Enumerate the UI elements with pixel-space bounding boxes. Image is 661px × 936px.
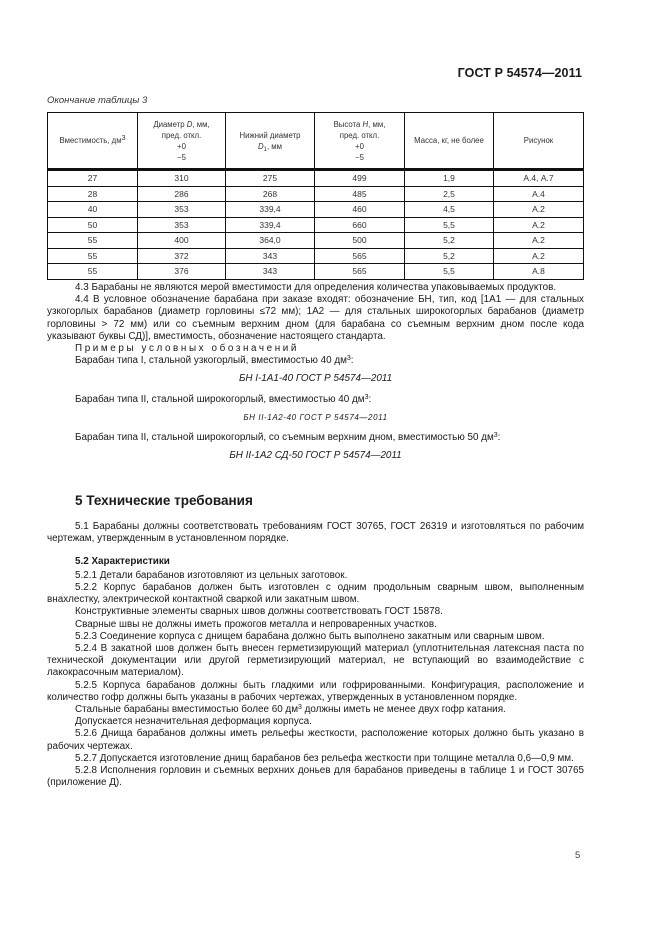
paragraph-5-2-2-c: Сварные швы не должны иметь прожогов металла и непроваренных участков. — [75, 618, 437, 630]
header-line: −5 — [355, 152, 364, 162]
table-cell: 565 — [315, 264, 405, 280]
header-line: +0 — [355, 141, 364, 151]
table-cell: 40 — [48, 202, 138, 218]
table-cell: 485 — [315, 186, 405, 202]
section-5-text — [47, 495, 584, 789]
table-cell: 28 — [48, 186, 138, 202]
table-cell: А.2 — [494, 248, 584, 264]
table-cell: 2,5 — [405, 186, 494, 202]
table-row — [48, 233, 584, 249]
table-cell: 5,2 — [405, 248, 494, 264]
example-1-description — [47, 355, 584, 367]
header-line: Диаметр D, мм, — [153, 119, 210, 129]
example-text: Барабан типа II, стальной широкогорлый, вместимостью 40 дм — [75, 393, 365, 405]
paragraph-5-1: 5.1 Барабаны должны соответствовать требованиям ГОСТ 30765, ГОСТ 26319 и изготовляться по рабочим чертежам, утвержденным в установленном порядке. — [47, 521, 584, 545]
table-cell: 1,9 — [405, 170, 494, 187]
paragraph-5-2-1: 5.2.1 Детали барабанов изготовляют из цельных заготовок. — [75, 569, 348, 581]
header-line: пред. откл. — [161, 130, 202, 140]
example-text: Барабан типа II, стальной широкогорлый, со съемным верхним дном, вместимостью 50 дм — [75, 432, 494, 444]
table-cell: А.4 — [494, 186, 584, 202]
paragraph-5-2-4: 5.2.4 В закатной шов должен быть внесен герметизирующий материал (уплотнительная латексная паста по технической документации или другой герметизирующий материал, не вступающий во взаимодействие с лакокрасочным материалом). — [47, 643, 584, 679]
table-cell: 565 — [315, 248, 405, 264]
table-cell: А.4, А.7 — [494, 170, 584, 187]
dimensions-table — [47, 112, 584, 280]
table-cell: 400 — [138, 233, 226, 249]
table-row — [48, 217, 584, 233]
examples-title: Примеры условных обозначений — [75, 343, 300, 355]
table-cell: 5,5 — [405, 264, 494, 280]
text-segment: Стальные барабаны вместимостью более 60 дм — [75, 704, 298, 716]
table-cell: 4,5 — [405, 202, 494, 218]
paragraph-5-2-6: 5.2.6 Днища барабанов должны иметь рельефы жесткости, расположение которых должно быть указано в рабочих чертежах. — [47, 728, 584, 752]
paragraph-5-2-3: 5.2.3 Соединение корпуса с днищем барабана должно быть выполнено закатным или сварным швом. — [75, 630, 545, 642]
subsection-5-2-heading: 5.2 Характеристики — [75, 555, 170, 567]
table-cell: 500 — [315, 233, 405, 249]
superscript: 3 — [364, 393, 369, 401]
table-cell: 310 — [138, 170, 226, 187]
document-id-header: ГОСТ Р 54574—2011 — [457, 66, 582, 80]
table-cell: 55 — [48, 264, 138, 280]
superscript: 3 — [493, 432, 498, 440]
table-row — [48, 186, 584, 202]
table-row — [48, 170, 584, 187]
table-row — [48, 264, 584, 280]
table-cell: 376 — [138, 264, 226, 280]
paragraph-5-2-5-c: Допускается незначительная деформация корпуса. — [75, 716, 312, 728]
column-header-diameter — [138, 113, 226, 170]
table-cell: 5,5 — [405, 217, 494, 233]
example-tail: : — [368, 393, 372, 405]
table-cell: 364,0 — [226, 233, 315, 249]
header-line: Рисунок — [523, 136, 554, 145]
column-header-figure — [494, 113, 584, 170]
paragraph-5-2-2: 5.2.2 Корпус барабанов должен быть изготовлен с одним продольным сварным швом, выполненным внахлестку, электрической контактной сваркой или закатным швом. — [47, 582, 584, 606]
table-cell: 339,4 — [226, 202, 315, 218]
paragraph-5-2-7: 5.2.7 Допускается изготовление днищ барабанов без рельефа жесткости при толщине металла 0,6—0,9 мм. — [75, 752, 574, 764]
table-cell: 275 — [226, 170, 315, 187]
paragraph-5-2-8: 5.2.8 Исполнения горловин и съемных верхних доньев для барабанов приведены в таблице 1 и ГОСТ 30765 (приложение Д). — [47, 765, 584, 789]
page-number: 5 — [575, 850, 581, 861]
example-tail: : — [350, 355, 354, 367]
table-cell: А.2 — [494, 233, 584, 249]
paragraph-4-3: 4.3 Барабаны не являются мерой вместимости для определения количества упаковываемых продуктов. — [75, 282, 557, 293]
table-cell: 372 — [138, 248, 226, 264]
superscript: 3 — [297, 704, 302, 712]
example-1-code: БН I-1А1-40 ГОСТ Р 54574—2011 — [238, 373, 393, 385]
table-cell: 660 — [315, 217, 405, 233]
example-3-description — [47, 432, 584, 444]
table-cell: 343 — [226, 248, 315, 264]
superscript: 3 — [346, 355, 351, 363]
example-3-code: БН II-1А2 СД-50 ГОСТ Р 54574—2011 — [229, 450, 402, 462]
text-segment: должны иметь не менее двух гофр катания. — [301, 704, 506, 716]
header-line: Нижний диаметр — [239, 130, 301, 140]
header-line: +0 — [177, 141, 186, 151]
table-caption: Окончание таблицы 3 — [47, 95, 148, 106]
header-line: Масса, кг, не более — [414, 136, 484, 145]
table-cell: 27 — [48, 170, 138, 187]
section-5-heading: 5 Технические требования — [75, 493, 253, 508]
table-cell: 50 — [48, 217, 138, 233]
column-header-mass — [405, 113, 494, 170]
paragraph-5-2-5-b — [47, 704, 584, 716]
table-cell: 353 — [138, 217, 226, 233]
header-line: пред. откл. — [339, 130, 380, 140]
table-cell: А.8 — [494, 264, 584, 280]
table-cell: 5,2 — [405, 233, 494, 249]
table-header-row — [48, 113, 584, 170]
header-line: Высота H, мм, — [333, 119, 386, 129]
column-header-height — [315, 113, 405, 170]
table-cell: 268 — [226, 186, 315, 202]
table-cell: 499 — [315, 170, 405, 187]
paragraph-4-4: 4.4 В условное обозначение барабана при заказе входят: обозначение БН, тип, код [1А1 — для стальных узкогорлых барабанов (диаметр горловины ≤72 мм); 1А2 — для стальных широкогорлых барабанов (диаметр горловины > 72 мм) или со съемным верхним дном (для барабана со съемным верхним дном после кода указывают буквы СД)], вместимость, обозначение настоящего стандарта. — [47, 294, 584, 342]
column-header-capacity — [48, 113, 138, 170]
section-4-text — [47, 282, 584, 470]
table-cell: А.2 — [494, 202, 584, 218]
example-2-description — [47, 394, 584, 406]
table-cell: 55 — [48, 248, 138, 264]
table-cell: 339,4 — [226, 217, 315, 233]
table-cell: 353 — [138, 202, 226, 218]
column-header-bottom-diameter — [226, 113, 315, 170]
paragraph-5-2-5: 5.2.5 Корпуса барабанов должны быть гладкими или гофрированными. Конфигурация, расположение и количество гофр должны быть указаны в рабочих чертежах, утвержденных в установленном порядке. — [47, 679, 584, 703]
table-cell: 286 — [138, 186, 226, 202]
paragraph-5-2-2-b: Конструктивные элементы сварных швов должны соответствовать ГОСТ 15878. — [75, 606, 443, 618]
example-2-code: БН II-1А2-40 ГОСТ Р 54574—2011 — [243, 412, 388, 422]
table-row — [48, 202, 584, 218]
header-line: $D_1$, мм — [257, 141, 283, 153]
example-text: Барабан типа I, стальной узкогорлый, вместимостью 40 дм — [75, 355, 347, 367]
example-tail: : — [497, 432, 501, 444]
column-header-label: Вместимость, $дм^3$ — [59, 135, 126, 145]
table-cell: 55 — [48, 233, 138, 249]
table-cell: 343 — [226, 264, 315, 280]
table-cell: 460 — [315, 202, 405, 218]
table-cell: А.2 — [494, 217, 584, 233]
table-row — [48, 248, 584, 264]
header-line: −5 — [177, 152, 186, 162]
